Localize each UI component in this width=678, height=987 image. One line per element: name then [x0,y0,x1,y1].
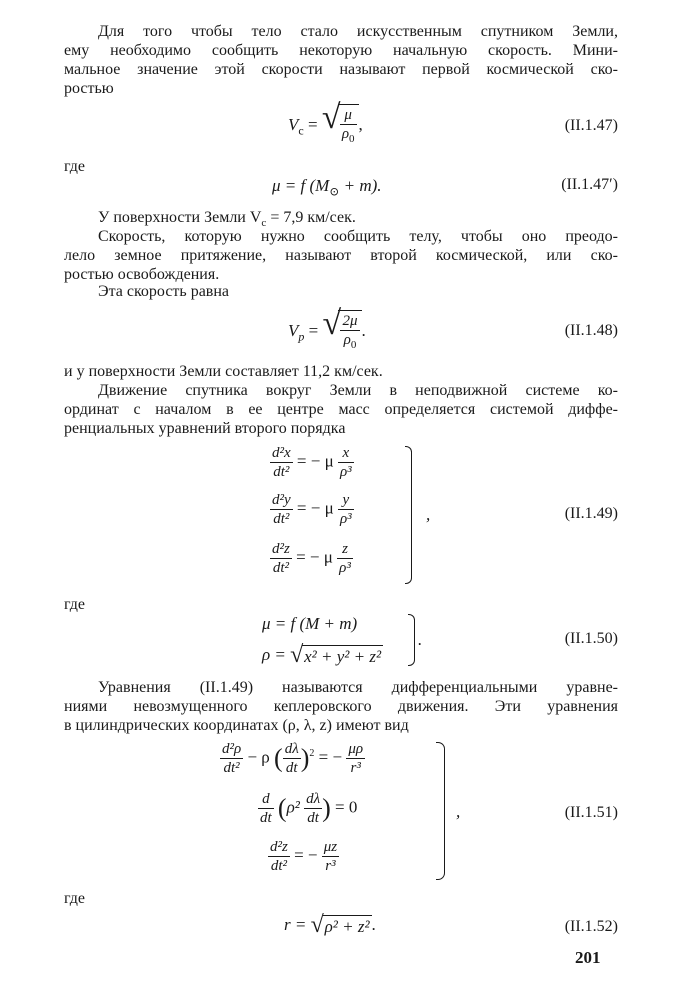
page-number: 201 [575,948,601,967]
paragraph-kepler-motion-cont [64,697,618,735]
text-line: мальное значение этой скорости называют первой космической ско- [64,61,618,78]
text-line: лело земное притяжение, называют второй космической, или ско- [64,247,618,264]
equation-ii-1-48: $V_p$ = √ $\frac{2\mu}{\rho_0}$ . [288,310,366,354]
equation-punctuation: . [418,630,423,649]
equation-row: $\frac{\text{d²ρ}}{\text{dt²}}$ − ρ ( $\frac{d\lambda}{dt}$ )$^2$ = − $\frac{\mu\rho}{\text{r³}}$ [222,741,364,776]
equation-ii-1-47-prime: μ = f $(M_⊙ + m)$. [272,176,382,199]
where-label: где [64,158,86,175]
paragraph-velocity-equals: Эта скорость равна [98,283,230,300]
text-line: Уравнения (II.1.49) называются дифференциальными уравне- [98,679,618,696]
paragraph-second-cosmic-velocity [98,227,618,246]
equation-row: ρ = √ x² + y² + z² [262,642,382,669]
equation-number: (II.1.49) [564,505,618,522]
text-line: Движение спутника вокруг Земли в неподвижной системе ко- [98,382,618,399]
equation-number: (II.1.51) [564,804,618,821]
paragraph-motion-of-satellite [98,381,618,400]
paragraph-first-cosmic-velocity [98,22,618,41]
equation-number: (II.1.47) [564,117,618,134]
text-line: Для того чтобы тело стало искусственным спутником Земли, [98,23,618,40]
text-line: ростью [64,80,114,97]
equation-number: (II.1.48) [564,322,618,339]
text-line: Скорость, которую нужно сообщить телу, чтобы оно преодо- [98,228,618,245]
equation-ii-1-52: r = √ ρ² + z² . [284,912,376,939]
paragraph-surface-velocity: У поверхности Земли $V_c = 7,9$ км/сек. [98,209,356,230]
paragraph-motion-of-satellite-cont [64,400,618,438]
right-brace [405,446,412,584]
paragraph-kepler-motion [98,678,618,697]
equation-row: $\frac{\text{d²y}}{\text{dt²}}$ = − μ $\frac{y}{\text{ρ³}}$ [272,492,352,527]
paragraph-first-cosmic-velocity-cont [64,41,618,98]
equation-row: $\frac{\text{d²z}}{\text{dt²}}$ = − μ $\frac{z}{\text{ρ³}}$ [272,541,351,576]
text-line: ординат с началом в ее центре масс определяется системой диффе- [64,401,618,418]
equation-punctuation: , [426,505,431,524]
paragraph-second-cosmic-velocity-cont [64,246,618,284]
text-line: ростью освобождения. [64,266,220,283]
equation-number: (II.1.47′) [561,176,618,193]
equation-row: $\frac{\text{d²z}}{\text{dt²}}$ = − $\frac{\mu z}{\text{r³}}$ [270,839,338,874]
right-brace [436,742,445,880]
equation-number: (II.1.50) [564,630,618,647]
earth-symbol: ⊙ [329,184,340,199]
text-line: в цилиндрических координатах (ρ, λ, z) имеют вид [64,717,409,734]
where-label: где [64,890,86,907]
radical: √ $\frac{2\mu}{\rho_0}$ [322,310,361,354]
equation-row: μ = f (M + m) [262,614,358,633]
equation-row: $\frac{\text{d²x}}{\text{dt²}}$ = − μ $\frac{x}{\text{ρ³}}$ [272,445,352,480]
equation-row: $\frac{d}{dt}$ (ρ² $\frac{d\lambda}{dt}$ ) = 0 [260,791,358,826]
radical: √ $\frac{\mu}{\rho_0}$ [322,104,359,148]
text-line: ниями невозмущенного кеплеровского движения. Эти уравнения [64,698,618,715]
text-line: ему необходимо сообщить некоторую начальную скорость. Мини- [64,42,618,59]
where-label: где [64,596,86,613]
right-brace [408,614,415,666]
text-line: ренциальных уравнений второго порядка [64,420,346,437]
equation-number: (II.1.52) [564,918,618,935]
equation-punctuation: , [456,802,461,821]
equation-ii-1-47: $V_c$ = √ $\frac{\mu}{\rho_0}$ , [288,104,363,148]
paragraph-surface-escape-velocity: и у поверхности Земли составляет 11,2 км/сек. [64,363,383,380]
